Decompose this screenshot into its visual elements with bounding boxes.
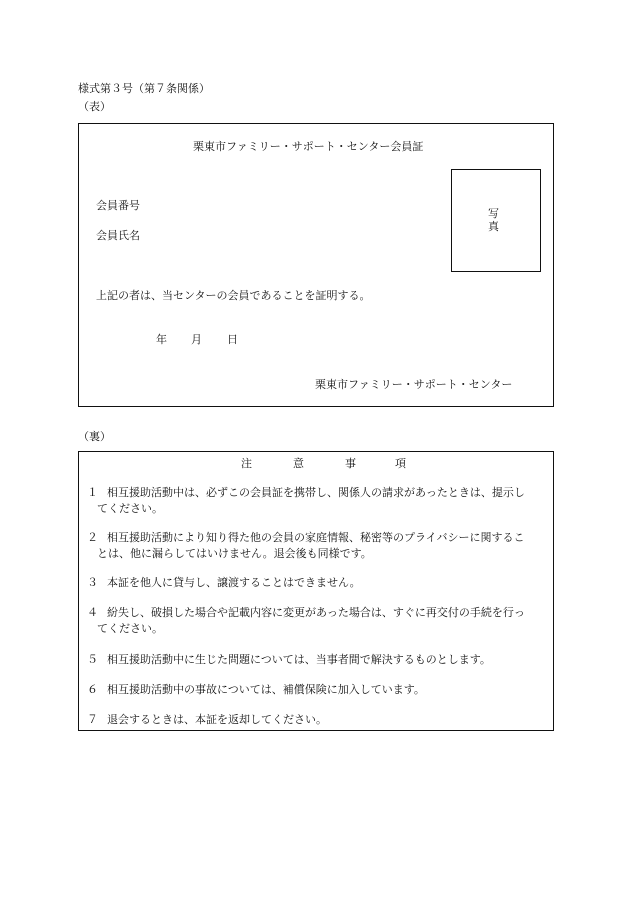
note-text: 相互援助活動中は、必ずこの会員証を携帯し、関係人の請求があったときは、提示し [107,486,525,499]
notes-heading [241,458,406,469]
note-item [87,652,550,668]
date-month: 月 [191,333,202,346]
member-name-label: 会員氏名 [96,229,140,242]
heading-char: 注 [241,457,252,470]
member-number-label: 会員番号 [96,199,140,212]
back-label: （裏） [78,430,111,443]
heading-char: 事 [345,457,356,470]
date-day: 日 [227,333,238,346]
front-label: （表） [78,100,111,113]
card-title: 栗東市ファミリー・サポート・センター会員証 [193,140,424,153]
note-number: ３ [87,576,98,589]
note-item [87,712,550,728]
note-item [87,575,550,591]
note-number: ５ [87,653,98,666]
certification-text: 上記の者は、当センターの会員であることを証明する。 [96,289,371,302]
photo-label-1: 写 [488,207,499,220]
note-text: 退会するときは、本証を返却してください。 [107,713,327,726]
note-item [87,530,550,562]
form-number: 様式第３号（第７条関係） [78,82,210,95]
photo-label-2: 真 [488,220,499,233]
note-number: ６ [87,683,98,696]
note-text: 相互援助活動中に生じた問題については、当事者間で解決するものとします。 [107,653,491,666]
note-number: ４ [87,606,98,619]
date-year: 年 [156,333,167,346]
heading-char: 項 [395,457,406,470]
note-text: 相互援助活動により知り得た他の会員の家庭情報、秘密等のプライバシーに関するこ [107,531,525,544]
note-number: ２ [87,531,98,544]
note-text-cont: てください。 [97,502,163,515]
note-number: ７ [87,713,98,726]
note-item [87,485,550,517]
note-text: 紛失し、破損した場合や記載内容に変更があった場合は、すぐに再交付の手続を行っ [107,606,525,619]
note-item [87,682,550,698]
note-text-cont: とは、他に漏らしてはいけません。退会後も同様です。 [97,547,372,560]
note-text-cont: てください。 [97,622,163,635]
note-text: 本証を他人に貸与し、譲渡することはできません。 [107,576,361,589]
heading-char: 意 [293,457,304,470]
issuer: 栗東市ファミリー・サポート・センター [315,378,513,391]
note-number: １ [87,486,98,499]
note-item [87,605,550,637]
note-text: 相互援助活動中の事故については、補償保険に加入しています。 [107,683,425,696]
